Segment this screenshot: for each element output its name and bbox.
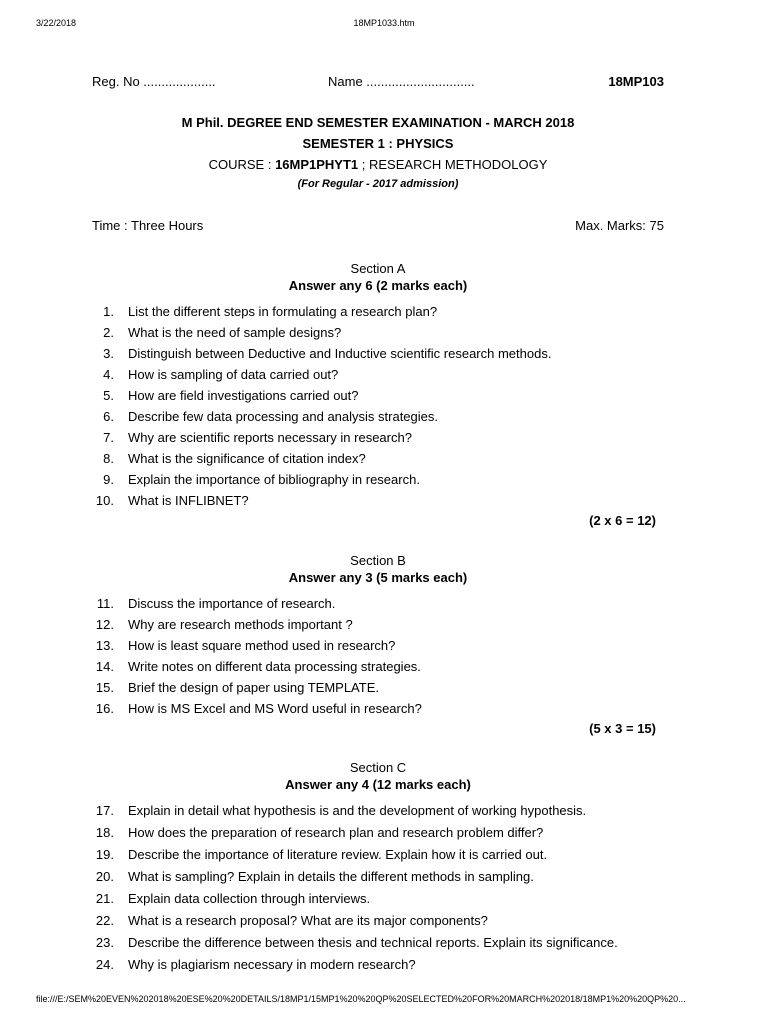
- question-item: [92, 635, 664, 656]
- section-b: [92, 552, 664, 736]
- question-item: [92, 322, 664, 343]
- question-number: 13.: [95, 638, 114, 653]
- section-b-questions: [92, 593, 664, 719]
- question-number: 11.: [96, 596, 114, 611]
- question-item: [92, 448, 664, 469]
- question-item: [92, 656, 664, 677]
- question-item: [92, 593, 664, 614]
- question-text: Brief the design of paper using TEMPLATE.: [128, 680, 379, 695]
- print-date: 3/22/2018: [36, 18, 77, 28]
- question-text: Distinguish between Deductive and Inductive scientific research methods.: [128, 346, 552, 361]
- print-filename: 18MP1033.htm: [353, 18, 415, 28]
- section-c-instruction: Answer any 4 (12 marks each): [285, 777, 471, 792]
- question-item: [92, 427, 664, 448]
- question-text: How does the preparation of research plan and research problem differ?: [128, 825, 544, 840]
- question-item: [92, 910, 664, 932]
- course-name: ; RESEARCH METHODOLOGY: [358, 157, 548, 172]
- question-text: Describe the difference between thesis and technical reports. Explain its significance.: [128, 935, 618, 950]
- exam-duration: Time : Three Hours: [92, 218, 204, 233]
- section-a-questions: [92, 301, 664, 511]
- question-text: How is MS Excel and MS Word useful in research?: [128, 701, 422, 716]
- question-text: How is sampling of data carried out?: [128, 367, 339, 382]
- candidate-info-row: [92, 74, 664, 94]
- question-text: Describe the importance of literature review. Explain how it is carried out.: [128, 847, 548, 862]
- question-item: [92, 800, 664, 822]
- question-number: 23.: [95, 935, 114, 950]
- question-number: 6.: [103, 409, 114, 424]
- question-number: 15.: [95, 680, 114, 695]
- course-prefix: COURSE :: [208, 157, 276, 172]
- question-item: [92, 490, 664, 511]
- question-number: 7.: [103, 430, 114, 445]
- question-number: 24.: [95, 957, 114, 972]
- question-item: [92, 385, 664, 406]
- question-item: [92, 844, 664, 866]
- exam-title: M Phil. DEGREE END SEMESTER EXAMINATION - MARCH 2018: [181, 115, 575, 130]
- question-number: 22.: [95, 913, 114, 928]
- name-field: Name ..............................: [328, 74, 475, 89]
- question-text: Why are scientific reports necessary in research?: [128, 430, 412, 445]
- question-text: How are field investigations carried out?: [128, 388, 359, 403]
- question-number: 20.: [95, 869, 114, 884]
- question-text: What is INFLIBNET?: [128, 493, 249, 508]
- question-text: What is the need of sample designs?: [128, 325, 342, 340]
- print-footer: file:///E:/SEM%20EVEN%202018%20ESE%20%20DETAILS/18MP1/15MP1%20%20QP%20SELECTED%20FOR%20MARCH%202018/18MP1%20%20QP%20...: [36, 994, 686, 1004]
- question-text: List the different steps in formulating a research plan?: [128, 304, 438, 319]
- course-title: [92, 154, 664, 175]
- question-number: 2.: [103, 325, 114, 340]
- question-number: 3.: [103, 346, 114, 361]
- question-item: [92, 822, 664, 844]
- question-number: 21.: [95, 891, 114, 906]
- question-number: 16.: [95, 701, 114, 716]
- question-item: [92, 469, 664, 490]
- question-number: 12.: [95, 617, 114, 632]
- question-number: 10.: [95, 493, 114, 508]
- question-text: What is a research proposal? What are its major components?: [128, 913, 488, 928]
- course-code: 16MP1PHYT1: [275, 157, 359, 172]
- question-number: 5.: [103, 388, 114, 403]
- exam-title-block: [92, 112, 664, 193]
- section-a-title: Section A: [350, 261, 406, 276]
- section-c: [92, 759, 664, 976]
- semester-title: SEMESTER 1 : PHYSICS: [302, 136, 454, 151]
- section-c-questions: [92, 800, 664, 976]
- question-item: [92, 888, 664, 910]
- question-number: 19.: [95, 847, 114, 862]
- question-item: [92, 866, 664, 888]
- section-a: [92, 260, 664, 528]
- question-item: [92, 406, 664, 427]
- section-b-instruction: Answer any 3 (5 marks each): [288, 570, 468, 585]
- question-text: Write notes on different data processing strategies.: [128, 659, 421, 674]
- paper-code: 18MP103: [608, 74, 664, 89]
- question-text: How is least square method used in research?: [128, 638, 396, 653]
- question-item: [92, 954, 664, 976]
- question-text: Explain in detail what hypothesis is and the development of working hypothesis.: [128, 803, 587, 818]
- question-text: Why is plagiarism necessary in modern research?: [128, 957, 416, 972]
- question-item: [92, 698, 664, 719]
- question-number: 18.: [95, 825, 114, 840]
- question-item: [92, 614, 664, 635]
- admission-note: (For Regular - 2017 admission): [297, 178, 459, 190]
- question-text: Explain data collection through interviews.: [128, 891, 371, 906]
- question-number: 14.: [95, 659, 114, 674]
- question-text: Explain the importance of bibliography in research.: [128, 472, 420, 487]
- section-b-tally: (5 x 3 = 15): [589, 721, 656, 736]
- question-number: 4.: [103, 367, 114, 382]
- question-item: [92, 301, 664, 322]
- section-c-title: Section C: [349, 760, 407, 775]
- question-number: 9.: [103, 472, 114, 487]
- question-text: Why are research methods important ?: [128, 617, 353, 632]
- question-text: What is the significance of citation index?: [128, 451, 366, 466]
- max-marks: Max. Marks: 75: [575, 218, 664, 233]
- section-b-title: Section B: [350, 553, 406, 568]
- reg-no-field: Reg. No ....................: [92, 74, 216, 89]
- question-text: Describe few data processing and analysis strategies.: [128, 409, 438, 424]
- question-item: [92, 677, 664, 698]
- question-text: What is sampling? Explain in details the different methods in sampling.: [128, 869, 534, 884]
- section-a-tally: (2 x 6 = 12): [589, 513, 656, 528]
- question-item: [92, 364, 664, 385]
- question-number: 17.: [95, 803, 114, 818]
- section-a-instruction: Answer any 6 (2 marks each): [288, 278, 468, 293]
- question-text: Discuss the importance of research.: [128, 596, 336, 611]
- question-number: 8.: [103, 451, 114, 466]
- question-item: [92, 932, 664, 954]
- question-number: 1.: [103, 304, 114, 319]
- question-item: [92, 343, 664, 364]
